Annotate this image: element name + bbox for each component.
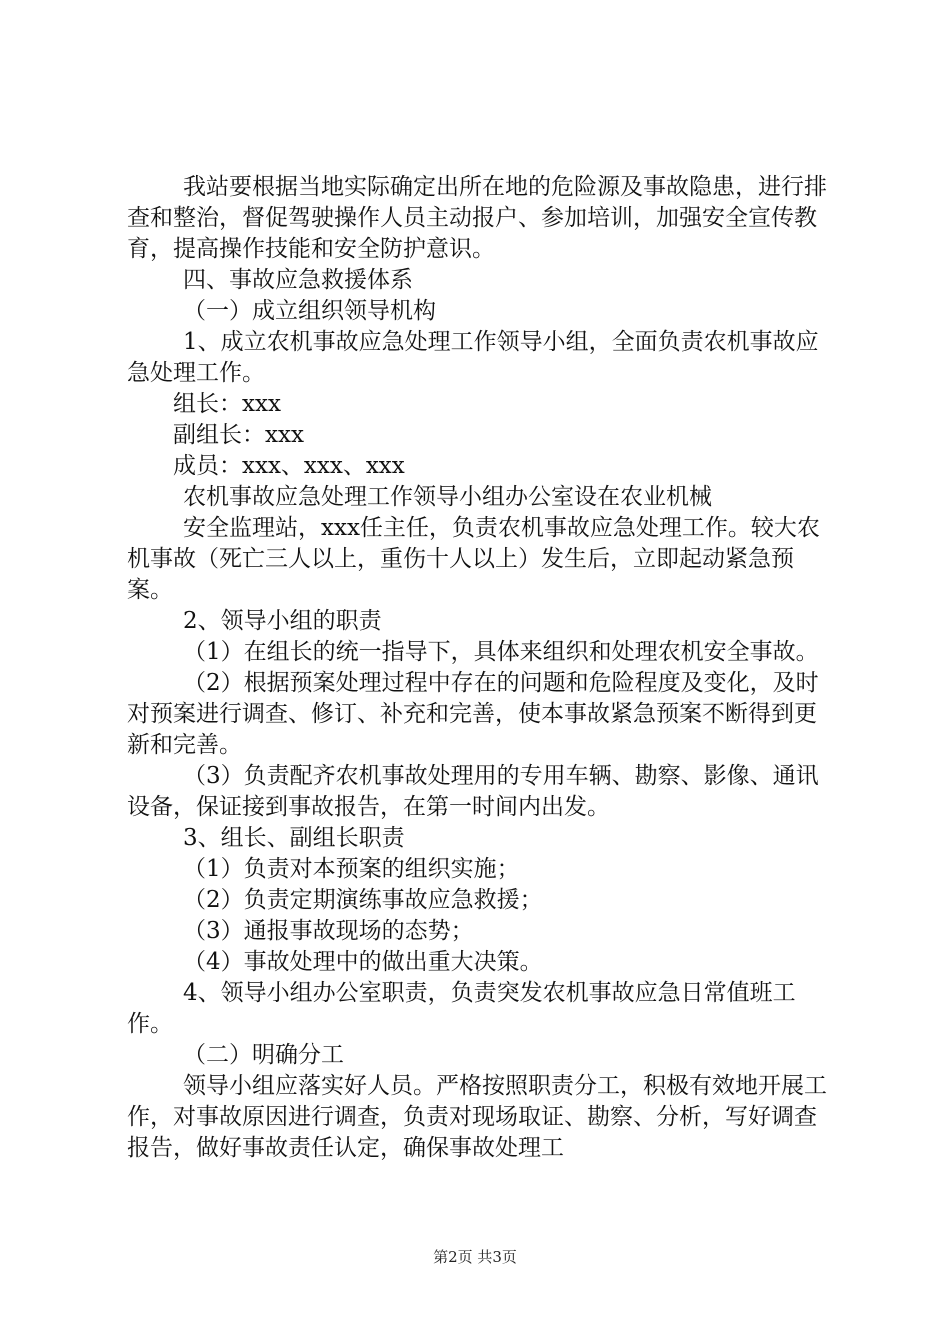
duty-item-1: （1）在组长的统一指导下，具体来组织和处理农机安全事故。: [183, 639, 819, 665]
leader-duty-3: （3）通报事故现场的态势；: [183, 918, 474, 944]
duty-item-3: （3）负责配齐农机事故处理用的专用车辆、勘察、影像、通讯设备，保证接到事故报告，在第一时间内出发。: [127, 763, 819, 820]
heading-emergency-system: 四、事故应急救援体系: [183, 267, 413, 293]
heading-division-of-labor: （二）明确分工: [183, 1042, 344, 1068]
duty-item-2: （2）根据预案处理过程中存在的问题和危险程度及变化，及时对预案进行调查、修订、补充和完善，使本事故紧急预案不断得到更新和完善。: [127, 670, 819, 758]
line-group-leader: 组长：xxx: [173, 391, 281, 417]
paragraph-hazard-inspection: 我站要根据当地实际确定出所在地的危险源及事故隐患，进行排查和整治，督促驾驶操作人员主动报户、参加培训，加强安全宣传教育，提高操作技能和安全防护意识。: [127, 174, 827, 262]
paragraph-office-director: 安全监理站，xxx任主任，负责农机事故应急处理工作。较大农机事故（死亡三人以上，重伤十人以上）发生后，立即起动紧急预案。: [127, 515, 820, 603]
paragraph-leading-group: 1、成立农机事故应急处理工作领导小组，全面负责农机事故应急处理工作。: [127, 329, 819, 386]
paragraph-office-duties: 4、领导小组办公室职责，负责突发农机事故应急日常值班工作。: [127, 980, 796, 1037]
heading-organization: （一）成立组织领导机构: [183, 298, 436, 324]
heading-group-duties: 2、领导小组的职责: [183, 608, 382, 634]
line-deputy-leader: 副组长：xxx: [173, 422, 304, 448]
leader-duty-2: （2）负责定期演练事故应急救援；: [183, 887, 543, 913]
paragraph-office-location: 农机事故应急处理工作领导小组办公室设在农业机械: [183, 484, 712, 510]
page-footer: 第2页 共3页: [433, 1248, 517, 1266]
leader-duty-1: （1）负责对本预案的组织实施；: [183, 856, 520, 882]
paragraph-division-of-labor: 领导小组应落实好人员。严格按照职责分工，积极有效地开展工作，对事故原因进行调查，负责对现场取证、勘察、分析，写好调查报告，做好事故责任认定，确保事故处理工: [127, 1073, 827, 1161]
leader-duty-4: （4）事故处理中的做出重大决策。: [183, 949, 543, 975]
heading-leader-duties: 3、组长、副组长职责: [183, 825, 405, 851]
line-members: 成员：xxx、xxx、xxx: [173, 453, 405, 479]
document-body: [127, 172, 827, 1164]
